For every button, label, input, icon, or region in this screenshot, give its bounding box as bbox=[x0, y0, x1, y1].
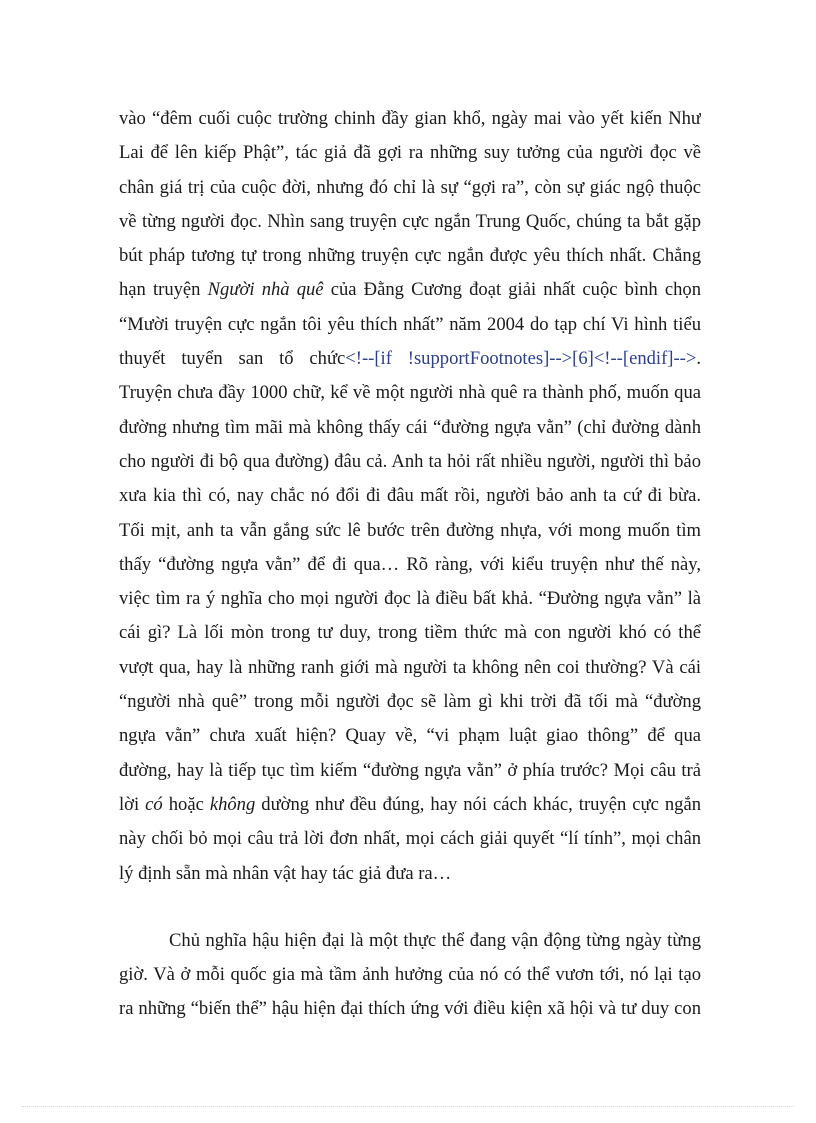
text-line: giờ. Và ở mỗi quốc gia mà tầm ảnh hưởng của nó có thể vươn tới, nó lại tạo bbox=[119, 964, 701, 986]
text-line: Tối mịt, anh ta vẫn gắng sức lê bước trên đường nhựa, với mong muốn tìm bbox=[119, 519, 701, 541]
text-line: này chối bỏ mọi câu trả lời đơn nhất, mọi cách giải quyết “lí tính”, mọi chân bbox=[119, 828, 701, 850]
emphasis-no: không bbox=[209, 793, 256, 815]
text-line: ngựa vằn” chưa xuất hiện? Quay về, “vi phạm luật giao thông” để qua bbox=[119, 725, 701, 747]
text-line: “người nhà quê” trong mỗi người đọc sẽ làm gì khi trời đã tối mà “đường bbox=[119, 691, 701, 713]
text-line: Truyện chưa đầy 1000 chữ, kể về một người nhà quê ra thành phố, muốn qua bbox=[119, 382, 701, 404]
page-bottom-border bbox=[22, 1106, 794, 1107]
text-line bbox=[119, 273, 701, 307]
text-line: việc tìm ra ý nghĩa cho mọi người đọc là điều bất khả. “Đường ngựa vằn” là bbox=[119, 588, 701, 610]
text-line: lý định sẵn mà nhân vật hay tác giả đưa ra… bbox=[119, 862, 452, 884]
text-line: đường, hay là tiếp tục tìm kiếm “đường ngựa vằn” ở phía trước? Mọi câu trả bbox=[119, 759, 701, 781]
footnote-reference[interactable]: <!--[if !supportFootnotes]-->[6]<!--[endif]--> bbox=[345, 348, 697, 370]
text-line: thấy “đường ngựa vằn” để đi qua… Rõ ràng, với kiểu truyện như thế này, bbox=[119, 553, 701, 575]
text-run: của Đằng Cương đoạt giải nhất cuộc bình chọn bbox=[323, 279, 701, 301]
text-run: lời bbox=[119, 793, 146, 815]
paragraph-spacing bbox=[119, 891, 701, 924]
text-run: hoặc bbox=[162, 793, 210, 815]
paragraph-1 bbox=[119, 102, 701, 891]
text-line: Chủ nghĩa hậu hiện đại là một thực thể đang vận động từng ngày từng bbox=[169, 929, 701, 951]
text-line: ra những “biến thể” hậu hiện đại thích ứng với điều kiện xã hội và tư duy con bbox=[119, 998, 701, 1020]
text-line: đường nhưng tìm mãi mà không thấy cái “đường ngựa vằn” (chỉ đường dành bbox=[119, 416, 701, 438]
text-run: . bbox=[696, 348, 701, 370]
text-line: xưa kia thì có, nay chắc nó đổi đi đâu mất rồi, người bảo anh ta cứ đi bừa. bbox=[119, 485, 701, 507]
text-line: về từng người đọc. Nhìn sang truyện cực ngắn Trung Quốc, chúng ta bắt gặp bbox=[119, 210, 701, 232]
text-line: cho người đi bộ qua đường) đâu cả. Anh ta hỏi rất nhiều người, người thì bảo bbox=[119, 450, 701, 472]
text-run: thuyết tuyển san tổ chức bbox=[119, 348, 346, 370]
story-title: Người nhà quê bbox=[207, 279, 324, 301]
text-line: bút pháp tương tự trong những truyện cực ngắn được yêu thích nhất. Chẳng bbox=[119, 245, 701, 267]
emphasis-yes: có bbox=[145, 793, 163, 815]
body-text bbox=[119, 102, 701, 1027]
text-line bbox=[119, 788, 701, 822]
paragraph-2 bbox=[119, 924, 701, 1027]
text-line: cái gì? Là lối mòn trong tư duy, trong tiềm thức mà con người khó có thể bbox=[119, 622, 701, 644]
text-line: chân giá trị của cuộc đời, nhưng đó chỉ là sự “gợi ra”, còn sự giác ngộ thuộc bbox=[119, 176, 701, 198]
text-run: dường như đều đúng, hay nói cách khác, truyện cực ngắn bbox=[255, 793, 701, 815]
text-line: vượt qua, hay là những ranh giới mà người ta không nên coi thường? Và cái bbox=[119, 656, 701, 678]
text-run: hạn truyện bbox=[119, 279, 208, 301]
text-line: “Mười truyện cực ngắn tôi yêu thích nhất” năm 2004 do tạp chí Vi hình tiểu bbox=[119, 313, 701, 335]
text-line: Lai để lên kiếp Phật”, tác giả đã gợi ra những suy tưởng của người đọc về bbox=[119, 142, 701, 164]
text-line bbox=[119, 342, 701, 376]
text-line: vào “đêm cuối cuộc trường chinh đầy gian khổ, ngày mai vào yết kiến Như bbox=[119, 108, 701, 129]
